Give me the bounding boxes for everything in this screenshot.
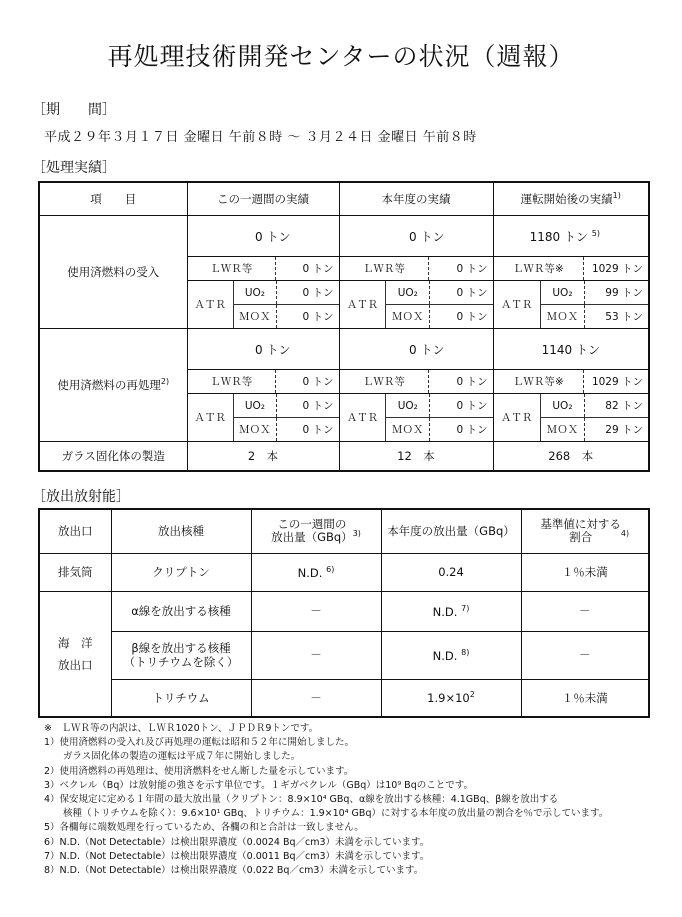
reprocess-cum-lwr: 1029 トン — [591, 376, 643, 388]
glass-cum: 268 本 — [493, 442, 649, 472]
receive-cum-mox: 53 トン — [605, 311, 643, 323]
h-year: 本年度の放出量（GBq） — [381, 509, 521, 553]
reprocess-week-lwr: 0 トン — [302, 376, 334, 388]
uo2-label: UO₂ — [540, 394, 584, 418]
reprocess-week-mox: 0 トン — [302, 424, 334, 436]
reprocess-label: 使用済燃料の再処理$^{2)}$ — [39, 329, 187, 442]
mox-label: ＭＯＸ — [386, 305, 430, 329]
col-week-header: この一週間の実績 — [187, 182, 339, 216]
lwr-label-mark: ＬＷＲ等※ — [494, 257, 584, 280]
reprocess-year-atr-cell — [339, 394, 493, 442]
footnotes: ※ ＬＷＲ等の内訳は、ＬＷＲ1020トン、ＪＰＤＲ9トンです。 1）使用済燃料の受入れ及び再処理の運転は昭和５２年に開始しました。 ガラス固化体の製造の運転は平成７年に開始しました。 2）使用済燃料の再処理は、使用済燃料をせん断した量を示しています。 3）ベクレル（Bq）は放射能の強さを示す単位です。１ギガベクレル（GBq）は10⁹ Bqのことです。 4）保安規定に定める１年間の最大放出量（クリプトン：8.9×10⁴ GBq、α線を放出する核種：4.1GBq、β線を放出する 核種（トリチウムを除く）：9.6×10¹ GBq、トリチウム：1.9×10⁴ GBq）に対する本年度の放出量の割合を％で示しています。 5）各欄毎に端数処理を行っているため、各欄の和と合計は一致しません。 6）N.D.（Not Detectable）は検出限界濃度（0.0024 Bq／cm3）未満を示しています。 7）N.D.（Not Detectable）は検出限界濃度（0.0011 Bq／cm3）未満を示しています。 8）N.D.（Not Detectable）は検出限界濃度（0.022 Bq／cm3）未満を示しています。 — [44, 723, 609, 877]
mox-label: ＭＯＸ — [386, 418, 430, 442]
uo2-label: UO₂ — [386, 281, 430, 305]
receive-week-lwr-cell — [187, 257, 339, 281]
receive-year-mox: 0 トン — [456, 311, 488, 323]
atr-label: ＡＴＲ — [500, 412, 533, 424]
mox-label: ＭＯＸ — [540, 418, 584, 442]
alpha-year: N.D. $^{7)}$ — [381, 591, 521, 631]
lwr-label: ＬＷＲ等 — [188, 370, 276, 393]
receive-cum-atr-cell — [493, 281, 649, 329]
receive-cum-uo2: 99 トン — [585, 281, 648, 305]
alpha-ratio: － — [521, 591, 649, 631]
receive-week-lwr: 0 トン — [302, 263, 334, 275]
atr-label: ＡＴＲ — [194, 299, 226, 311]
reprocess-cum-atr-cell — [493, 394, 649, 442]
reprocess-year-total: 0 トン — [339, 329, 493, 370]
col-item-header: 項 目 — [39, 182, 187, 216]
reprocess-year-mox: 0 トン — [456, 424, 488, 436]
results-table — [38, 181, 650, 472]
lwr-label: ＬＷＲ等 — [340, 370, 429, 393]
reprocess-week-lwr-cell — [187, 370, 339, 394]
h-nuclide: 放出核種 — [111, 509, 251, 553]
h-outlet: 放出口 — [39, 509, 111, 553]
reprocess-cum-lwr-cell — [493, 370, 649, 394]
receive-week-atr-cell — [187, 281, 339, 329]
receive-year-uo2: 0 トン — [430, 281, 493, 305]
glass-week: 2 本 — [187, 442, 339, 472]
reprocess-week-total: 0 トン — [187, 329, 339, 370]
receive-week-mox: 0 トン — [302, 311, 334, 323]
beta-nuclide: β線を放出する核種 （トリチウムを除く） — [111, 631, 251, 679]
period-heading: ［期 間］ — [32, 102, 116, 118]
receive-week-uo2: 0 トン — [277, 281, 339, 305]
glass-year: 12 本 — [339, 442, 493, 472]
tritium-week: － — [251, 679, 381, 717]
lwr-label-mark: ＬＷＲ等※ — [494, 370, 584, 393]
reprocess-year-uo2: 0 トン — [430, 394, 493, 418]
release-heading: ［放出放射能］ — [32, 489, 130, 505]
receive-year-atr-cell — [339, 281, 493, 329]
reprocess-year-lwr: 0 トン — [456, 376, 488, 388]
tritium-year: $1.9\times 10^2$ — [381, 679, 521, 717]
reprocess-week-atr-cell — [187, 394, 339, 442]
uo2-label: UO₂ — [233, 281, 276, 305]
beta-ratio: － — [521, 631, 649, 679]
receive-cum-total: 1180 トン $^{5)}$ — [493, 216, 649, 257]
tritium-nuclide: トリチウム — [111, 679, 251, 717]
tritium-ratio: １％未満 — [521, 679, 649, 717]
receive-week-total: 0 トン — [187, 216, 339, 257]
reprocess-cum-total: 1140 トン — [493, 329, 649, 370]
beta-week: － — [251, 631, 381, 679]
stack-week: N.D. $^{6)}$ — [251, 553, 381, 591]
period-text: 平成２９年３月１７日 金曜日 午前８時 ～ ３月２４日 金曜日 午前８時 — [44, 130, 477, 145]
results-heading: ［処理実績］ — [32, 160, 116, 176]
beta-year: N.D. $^{8)}$ — [381, 631, 521, 679]
uo2-label: UO₂ — [233, 394, 276, 418]
atr-label: ＡＴＲ — [500, 299, 533, 311]
release-table — [38, 508, 650, 718]
uo2-label: UO₂ — [540, 281, 584, 305]
ocean-outlet: 海 洋 放出口 — [39, 591, 111, 717]
receive-year-lwr: 0 トン — [456, 263, 488, 275]
stack-year: 0.24 — [381, 553, 521, 591]
alpha-nuclide: α線を放出する核種 — [111, 591, 251, 631]
mox-label: ＭＯＸ — [540, 305, 584, 329]
uo2-label: UO₂ — [386, 394, 430, 418]
page-title: 再処理技術開発センターの状況（週報） — [107, 42, 575, 71]
receive-label: 使用済燃料の受入 — [39, 216, 187, 329]
atr-label: ＡＴＲ — [346, 412, 379, 424]
lwr-label: ＬＷＲ等 — [188, 257, 276, 280]
stack-ratio: １％未満 — [521, 553, 649, 591]
h-week: この一週間の 放出量（GBq）$^{3)}$ — [251, 509, 381, 553]
lwr-label: ＬＷＲ等 — [340, 257, 429, 280]
mox-label: ＭＯＸ — [233, 305, 276, 329]
mox-label: ＭＯＸ — [233, 418, 276, 442]
stack-outlet: 排気筒 — [39, 553, 111, 591]
glass-label: ガラス固化体の製造 — [39, 442, 187, 472]
h-ratio: 基準値に対する 割合 $^{4)}$ — [521, 509, 649, 553]
receive-cum-lwr: 1029 トン — [591, 263, 643, 275]
reprocess-cum-mox: 29 トン — [605, 424, 643, 436]
alpha-week: － — [251, 591, 381, 631]
col-year-header: 本年度の実績 — [339, 182, 493, 216]
stack-nuclide: クリプトン — [111, 553, 251, 591]
reprocess-year-lwr-cell — [339, 370, 493, 394]
atr-label: ＡＴＲ — [194, 412, 226, 424]
receive-year-total: 0 トン — [339, 216, 493, 257]
reprocess-week-uo2: 0 トン — [277, 394, 339, 418]
receive-year-lwr-cell — [339, 257, 493, 281]
atr-label: ＡＴＲ — [346, 299, 379, 311]
reprocess-cum-uo2: 82 トン — [585, 394, 648, 418]
col-total-header: 運転開始後の実績$^{1)}$ — [493, 182, 649, 216]
receive-cum-lwr-cell — [493, 257, 649, 281]
